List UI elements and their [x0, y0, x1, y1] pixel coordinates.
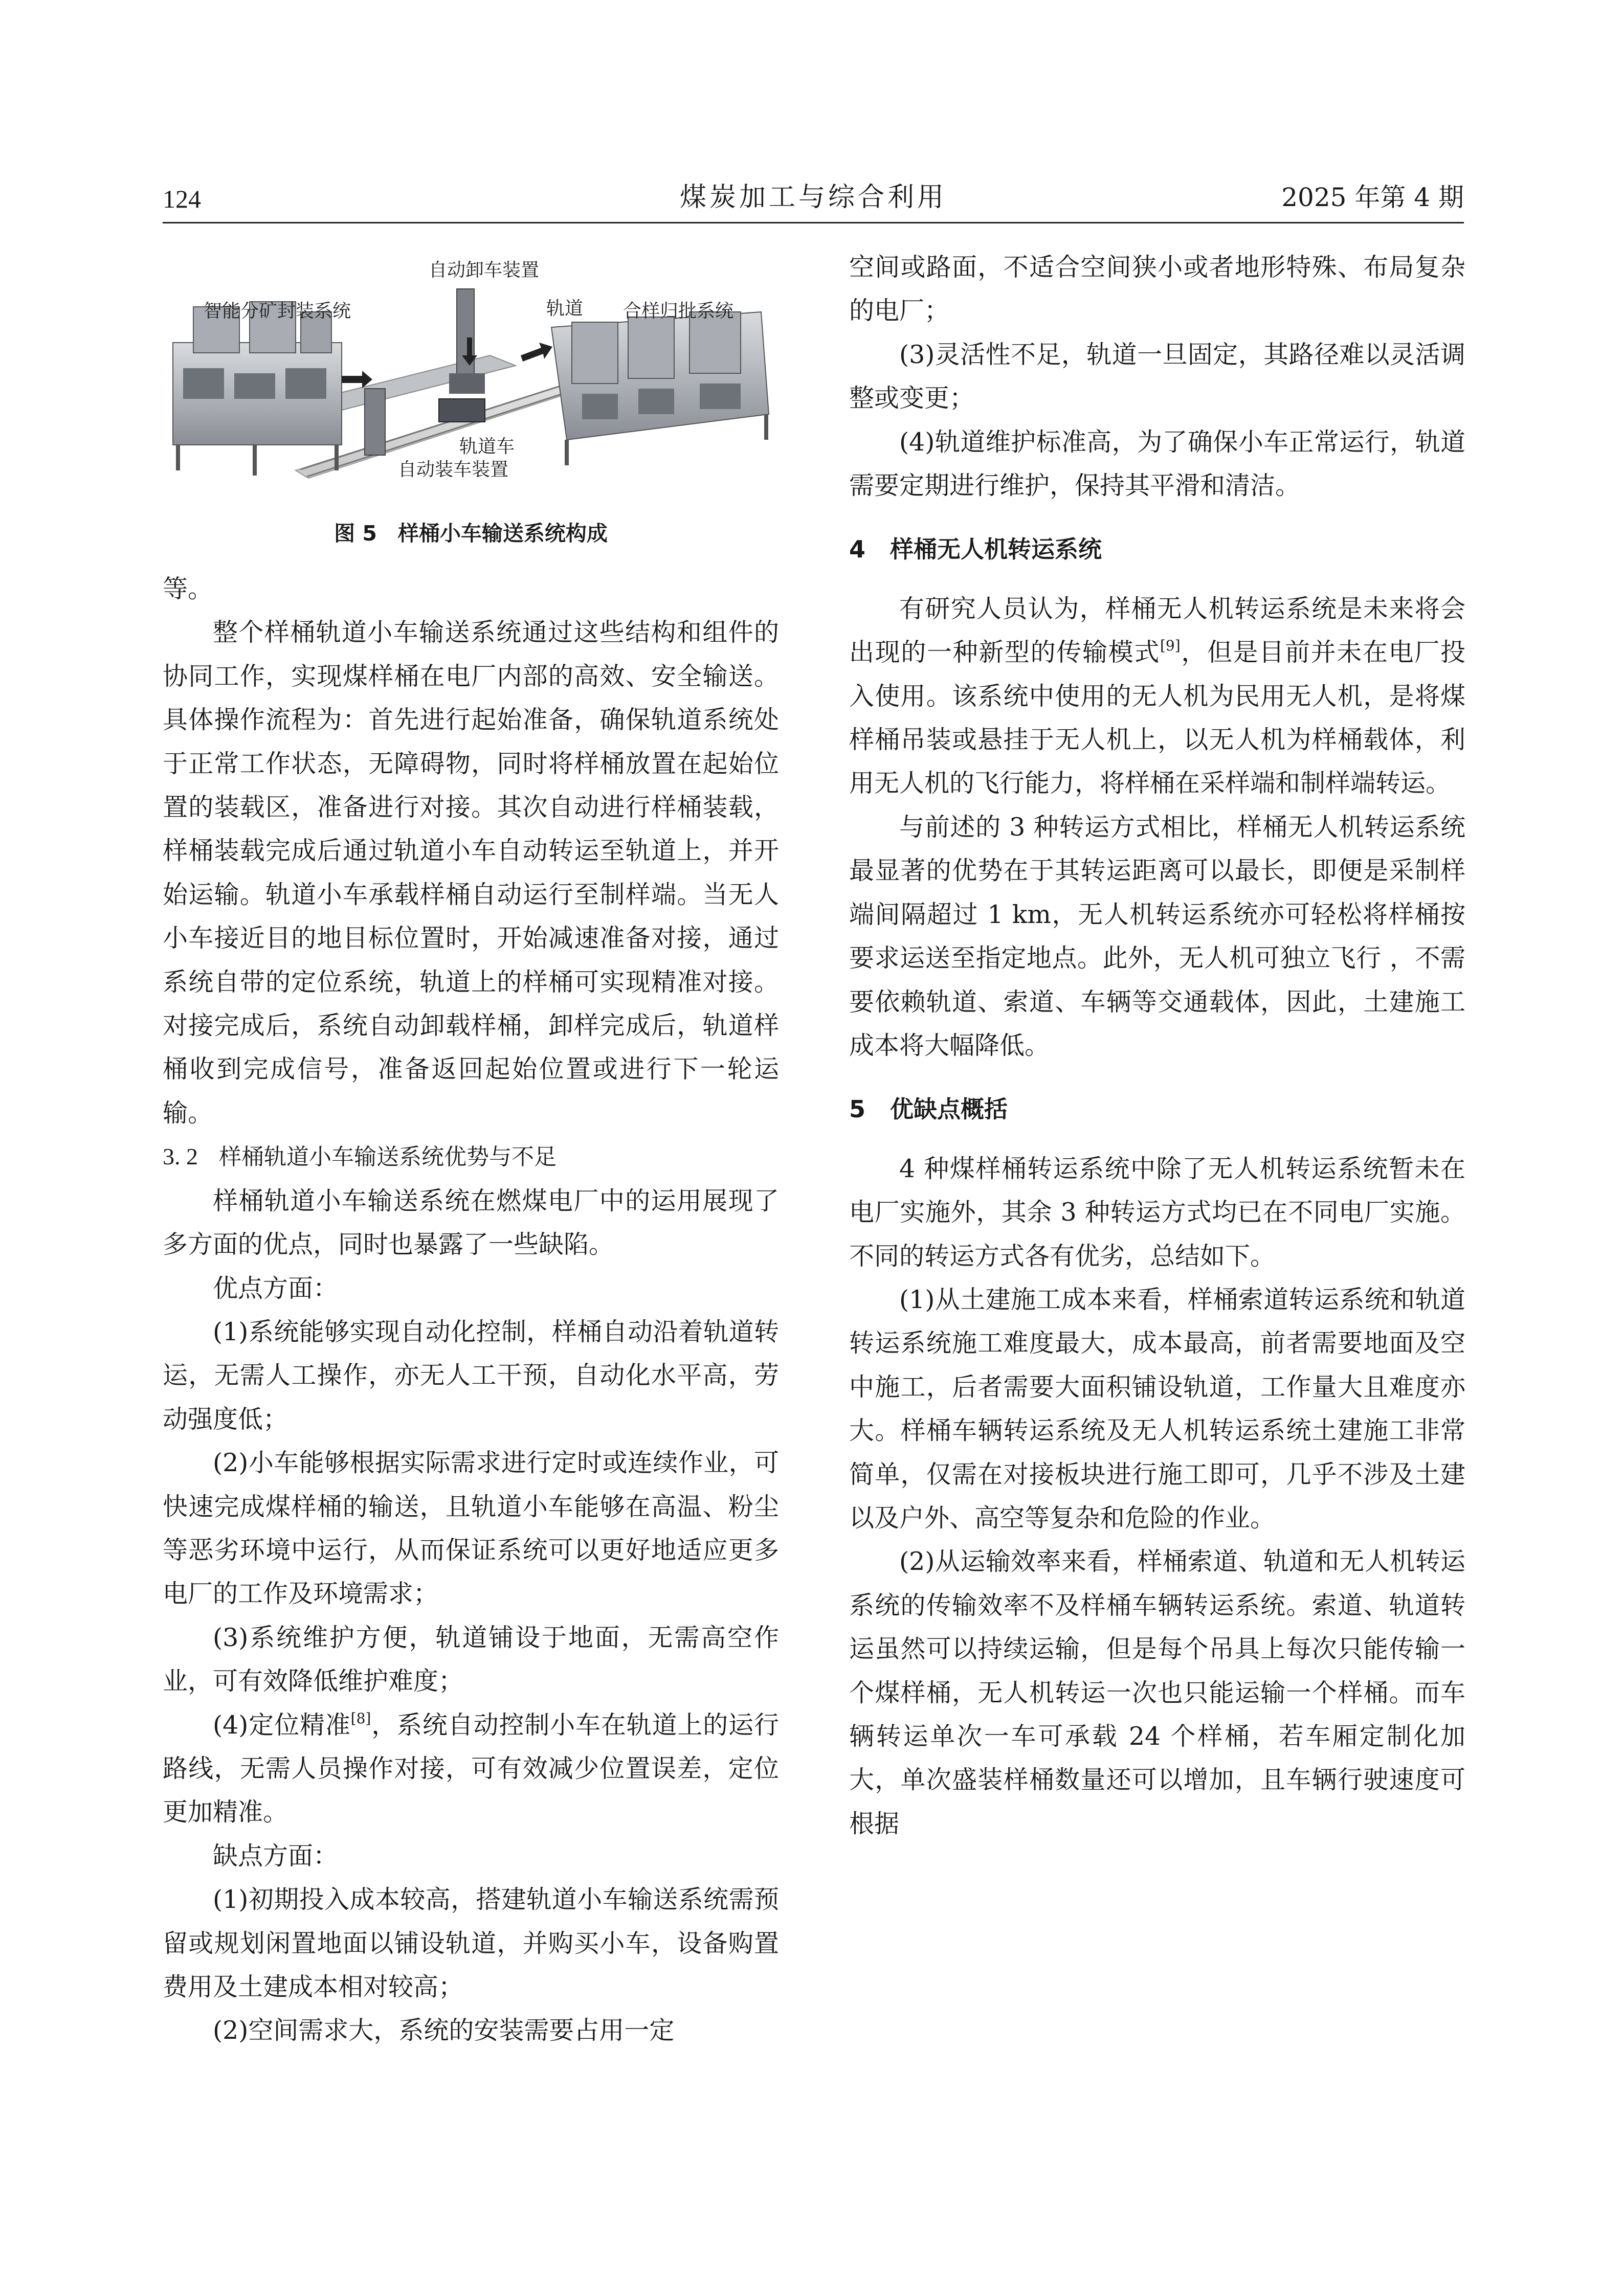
paragraph: 整个样桶轨道小车输送系统通过这些结构和组件的协同工作，实现煤样桶在电厂内部的高效、安全输送。具体操作流程为：首先进行起始准备，确保轨道系统处于正常工作状态，无障碍物，同时将样桶放置在起始位置的装载区，准备进行对接。其次自动进行样桶装载，样桶装载完成后通过轨道小车自动转运至轨道上，并开始运输。轨道小车承载样桶自动运行至制样端。当无人小车接近目的地目标位置时，开始减速准备对接，通过系统自带的定位系统，轨道上的样桶可实现精准对接。对接完成后，系统自动卸载样桶，卸样完成后，轨道样桶收到完成信号，准备返回起始位置或进行下一轮运输。	[163, 618, 779, 1128]
section-heading	[849, 1088, 1465, 1131]
label-auto-unload: 自动卸车装置	[429, 260, 540, 281]
paragraph: (1)初期投入成本较高，搭建轨道小车输送系统需预留或规划闲置地面以铺设轨道，并购买小车，设备购置费用及土建成本相对较高；	[163, 1885, 779, 2001]
label-track: 轨道	[546, 298, 584, 319]
section-title: 样桶无人机转运系统	[890, 535, 1102, 564]
paragraph: 样桶轨道小车输送系统在燃煤电厂中的运用展现了多方面的优点，同时也暴露了一些缺陷。	[163, 1186, 779, 1259]
paragraph: 等。	[163, 574, 213, 603]
paragraph: (2)小车能够根据实际需求进行定时或连续作业，可快速完成煤样桶的输送，且轨道小车能够在高温、粉尘等恶劣环境中运行，从而保证系统可以更好地适应更多电厂的工作及环境需求；	[163, 1448, 779, 1609]
section-number: 5	[849, 1095, 866, 1123]
section-title: 优缺点概括	[890, 1095, 1008, 1123]
track-car	[439, 399, 485, 422]
page-header	[163, 176, 1464, 223]
text-run: ，但是目前并未在电厂投入使用。该系统中使用的无人机为民用无人机，是将煤样桶吊装或悬挂于无人机上，以无人机为样桶载体，利用无人机的飞行能力，将样桶在采样端和制样端转运。	[849, 638, 1465, 798]
citation: [9]	[1160, 637, 1181, 655]
section-heading	[849, 528, 1465, 571]
section-number: 4	[849, 535, 866, 564]
paragraph	[849, 587, 1465, 805]
subsection-number: 3. 2	[163, 1143, 198, 1170]
paragraph	[163, 1703, 779, 1834]
paragraph: (1)从土建施工成本来看，样桶索道转运系统和轨道转运系统施工难度最大，成本最高，前者需要地面及空中施工，后者需要大面积铺设轨道，工作量大且难度亦大。样桶车辆转运系统及无人机转运系统土建施工非常简单，仅需在对接板块进行施工即可，几乎不涉及土建以及户外、高空等复杂和危险的作业。	[849, 1285, 1465, 1533]
subsection-heading	[163, 1135, 779, 1179]
label-sealing: 智能分矿封装系统	[204, 301, 351, 322]
paragraph: (1)系统能够实现自动化控制，样桶自动沿着轨道转运，无需人工操作，亦无人工干预，自动化水平高，劳动强度低；	[163, 1317, 779, 1434]
archive-machine	[551, 312, 769, 465]
subsection-title: 样桶轨道小车输送系统优势与不足	[219, 1144, 557, 1170]
figure-5	[163, 245, 779, 501]
sealing-machine	[173, 302, 342, 476]
journal-title: 煤炭加工与综合利用	[679, 182, 947, 213]
paragraph: (4)轨道维护标准高，为了确保小车正常运行，轨道需要定期进行维护，保持其平滑和清洁。	[849, 427, 1465, 501]
figure-caption: 图 5 样桶小车输送系统构成	[334, 521, 608, 546]
issue-label: 2025 年第 4 期	[1281, 183, 1464, 212]
right-column	[849, 245, 1465, 1845]
paragraph: 缺点方面：	[213, 1841, 339, 1871]
paragraph: (3)系统维护方便，轨道铺设于地面，无需高空作业，可有效降低维护难度；	[163, 1623, 779, 1696]
paragraph: 4 种煤样桶转运系统中除了无人机转运系统暂未在电厂实施外，其余 3 种转运方式均已在不同电厂实施。不同的转运方式各有优劣，总结如下。	[849, 1154, 1465, 1271]
text-run: (4)定位精准	[213, 1710, 351, 1740]
label-auto-load: 自动装车装置	[398, 459, 509, 480]
page-number: 124	[163, 185, 201, 213]
paragraph: 优点方面：	[213, 1273, 339, 1303]
load-device	[365, 389, 385, 455]
paragraph: (3)灵活性不足，轨道一旦固定，其路径难以灵活调整或变更；	[849, 340, 1465, 413]
label-archive: 合样归批系统	[623, 301, 734, 322]
paragraph: (2)从运输效率来看，样桶索道、轨道和无人机转运系统的传输效率不及样桶车辆转运系统。索道、轨道转运虽然可以持续运输，但是每个吊具上每次只能传输一个煤样桶，无人机转运一次也只能运输一个样桶。而车辆转运单次一车可承载 24 个样桶，若车厢定制化加大，单次盛装样桶数量还可以增加，且车辆行驶速度可根据	[849, 1547, 1465, 1838]
paragraph: (2)空间需求大，系统的安装需要占用一定	[213, 2016, 675, 2045]
paragraph: 空间或路面，不适合空间狭小或者地形特殊、布局复杂的电厂；	[849, 253, 1465, 326]
citation: [8]	[350, 1709, 371, 1727]
paragraph: 与前述的 3 种转运方式相比，样桶无人机转运系统最显著的优势在于其转运距离可以最长，即便是采制样端间隔超过 1 km，无人机转运系统亦可轻松将样桶按要求运送至指定地点。此外，无人机可独立飞行 ，不需要依赖轨道、索道、车辆等交通载体，因此，土建施工成本将大幅降低。	[849, 812, 1465, 1060]
arrow-icon	[521, 343, 552, 362]
label-track-car: 轨道车	[459, 436, 515, 457]
text-run: 有研究人员认为，样桶无人机转运系统是未来将会出现的一种新型的传输模式	[849, 594, 1465, 667]
text-run: ，系统自动控制小车在轨道上的运行路线，无需人员操作对接，可有效减少位置误差，定位更加精准。	[163, 1710, 779, 1827]
left-column	[163, 245, 779, 2053]
